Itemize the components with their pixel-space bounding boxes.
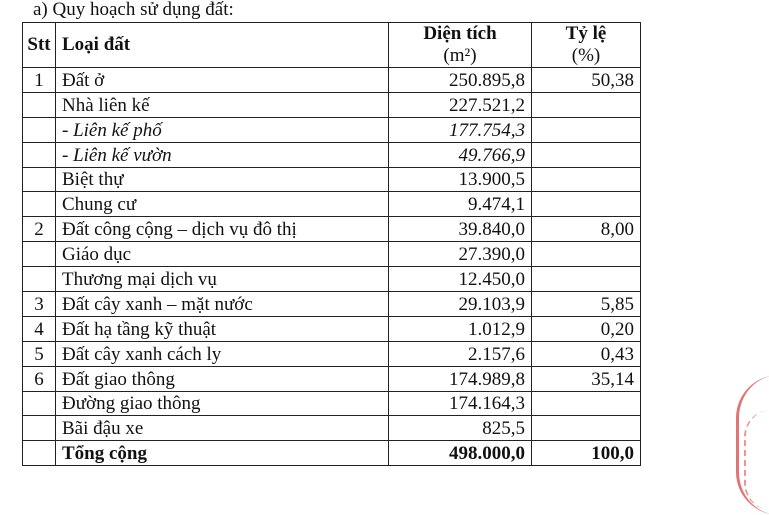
row-ratio — [532, 391, 641, 416]
table-row — [23, 242, 641, 267]
table-row — [23, 167, 641, 192]
table-row — [23, 316, 641, 341]
row-land-type: Biệt thự — [56, 167, 389, 192]
row-area: 39.840,0 — [389, 217, 532, 242]
row-land-type: Bãi đậu xe — [56, 416, 389, 441]
row-ratio: 5,85 — [532, 292, 641, 317]
row-land-type: Đường giao thông — [56, 391, 389, 416]
table-row — [23, 267, 641, 292]
table-row — [23, 391, 641, 416]
row-area: 2.157,6 — [389, 341, 532, 366]
header-area-title: Diện tích — [423, 23, 497, 44]
table-row — [23, 366, 641, 391]
row-ratio — [532, 142, 641, 167]
row-ratio — [532, 92, 641, 117]
table-header-row — [23, 23, 641, 68]
row-ratio — [532, 117, 641, 142]
row-ratio — [532, 242, 641, 267]
table-row — [23, 192, 641, 217]
row-ratio — [532, 192, 641, 217]
header-stt: Stt — [23, 23, 56, 68]
row-ratio — [532, 167, 641, 192]
row-ratio: 0,43 — [532, 341, 641, 366]
row-stt — [23, 242, 56, 267]
row-ratio — [532, 267, 641, 292]
table-row — [23, 142, 641, 167]
row-ratio: 0,20 — [532, 316, 641, 341]
row-area: 49.766,9 — [389, 142, 532, 167]
table-row — [23, 68, 641, 93]
table-row — [23, 341, 641, 366]
row-area: 177.754,3 — [389, 117, 532, 142]
row-land-type: Thương mại dịch vụ — [56, 267, 389, 292]
header-ratio-title: Tỷ lệ — [565, 23, 607, 44]
row-stt: 2 — [23, 217, 56, 242]
row-area: 1.012,9 — [389, 316, 532, 341]
row-land-type: - Liên kế vườn — [56, 142, 389, 167]
row-land-type: Đất cây xanh – mặt nước — [56, 292, 389, 317]
row-area: 174.164,3 — [389, 391, 532, 416]
header-ratio — [532, 23, 641, 68]
row-area: 825,5 — [389, 416, 532, 441]
row-area: 9.474,1 — [389, 192, 532, 217]
row-area: 250.895,8 — [389, 68, 532, 93]
header-ratio-unit: (%) — [571, 45, 601, 66]
table-row — [23, 117, 641, 142]
header-land-type: Loại đất — [56, 23, 389, 68]
row-stt — [23, 391, 56, 416]
total-area: 498.000,0 — [389, 441, 532, 466]
row-stt — [23, 267, 56, 292]
row-stt — [23, 167, 56, 192]
table-row — [23, 292, 641, 317]
row-ratio: 8,00 — [532, 217, 641, 242]
header-area-unit: (m²) — [443, 45, 477, 66]
total-stt — [23, 441, 56, 466]
row-land-type: Nhà liên kế — [56, 92, 389, 117]
row-area: 27.390,0 — [389, 242, 532, 267]
row-area: 13.900,5 — [389, 167, 532, 192]
row-land-type: Giáo dục — [56, 242, 389, 267]
row-area: 29.103,9 — [389, 292, 532, 317]
table-row — [23, 416, 641, 441]
row-stt: 5 — [23, 341, 56, 366]
header-area — [389, 23, 532, 68]
land-use-table — [22, 22, 641, 466]
total-ratio: 100,0 — [532, 441, 641, 466]
row-area: 174.989,8 — [389, 366, 532, 391]
row-stt: 3 — [23, 292, 56, 317]
row-ratio: 35,14 — [532, 366, 641, 391]
table-row — [23, 92, 641, 117]
row-land-type: Đất ở — [56, 68, 389, 93]
row-stt — [23, 117, 56, 142]
table-row — [23, 217, 641, 242]
row-stt — [23, 192, 56, 217]
row-stt: 6 — [23, 366, 56, 391]
section-caption: a) Quy hoạch sử dụng đất: — [33, 0, 234, 20]
row-area: 12.450,0 — [389, 267, 532, 292]
red-seal-stamp-inner — [744, 410, 769, 510]
row-area: 227.521,2 — [389, 92, 532, 117]
row-stt — [23, 416, 56, 441]
row-land-type: Đất giao thông — [56, 366, 389, 391]
row-land-type: Chung cư — [56, 192, 389, 217]
table-total-row — [23, 441, 641, 466]
row-land-type: Đất hạ tầng kỹ thuật — [56, 316, 389, 341]
row-stt: 4 — [23, 316, 56, 341]
row-stt — [23, 92, 56, 117]
row-stt: 1 — [23, 68, 56, 93]
row-stt — [23, 142, 56, 167]
row-ratio: 50,38 — [532, 68, 641, 93]
row-land-type: - Liên kế phố — [56, 117, 389, 142]
row-land-type: Đất công cộng – dịch vụ đô thị — [56, 217, 389, 242]
row-ratio — [532, 416, 641, 441]
row-land-type: Đất cây xanh cách ly — [56, 341, 389, 366]
total-label: Tổng cộng — [56, 441, 389, 466]
